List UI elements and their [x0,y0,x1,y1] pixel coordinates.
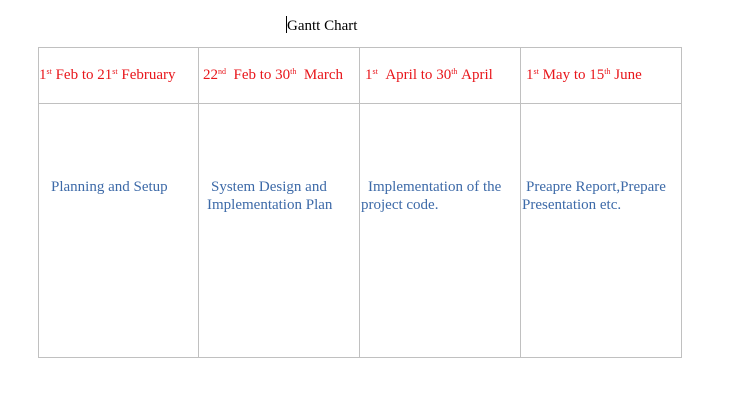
period-separator: to [259,67,272,83]
period-end-month: February [121,67,176,83]
task-line-1: Preapre Report,Prepare [526,179,666,195]
period-end-month: March [303,67,344,83]
task-line-1: Implementation of the [368,179,502,195]
period-end-month: April [461,67,493,83]
task-text [521,104,681,214]
period-end-day: 30 [436,67,452,83]
task-cell[interactable] [521,104,682,358]
period-separator: to [81,67,94,83]
task-line-2: Implementation Plan [207,197,333,213]
document-title-text: Gantt Chart [287,18,358,34]
task-line-1: Planning and Setup [51,179,168,195]
period-start-month: April [385,67,418,83]
period-separator: to [573,67,586,83]
task-cell[interactable] [199,104,360,358]
gantt-period-row [39,48,682,104]
task-text [39,104,198,196]
task-line-2: project code. [361,197,439,213]
task-line-2: Presentation etc. [522,197,622,213]
document-title[interactable] [286,16,357,35]
task-text [199,104,359,214]
period-cell[interactable] [360,48,521,104]
period-start-month: Feb [233,67,256,83]
period-end-suffix: th [604,67,611,76]
period-start-day: 22 [203,67,218,83]
period-end-day: 21 [97,67,113,83]
period-start-day: 1 [526,67,534,83]
period-start-suffix: st [533,67,539,76]
gantt-table [38,47,682,358]
period-end-suffix: st [112,67,118,76]
period-start-suffix: st [372,67,378,76]
gantt-task-row [39,104,682,358]
period-start-day: 1 [365,67,373,83]
period-cell[interactable] [199,48,360,104]
period-end-suffix: th [451,67,458,76]
period-end-suffix: th [290,67,297,76]
period-cell[interactable] [39,48,199,104]
period-start-suffix: st [46,67,52,76]
task-cell[interactable] [360,104,521,358]
period-start-month: May [542,67,571,83]
task-line-1: System Design and [211,179,327,195]
task-cell[interactable] [39,104,199,358]
period-end-day: 30 [275,67,291,83]
period-start-day: 1 [39,67,47,83]
period-start-suffix: nd [218,67,226,76]
task-text [360,104,520,214]
period-cell[interactable] [521,48,682,104]
period-end-day: 15 [589,67,605,83]
period-separator: to [420,67,433,83]
period-end-month: June [614,67,642,83]
period-start-month: Feb [55,67,79,83]
